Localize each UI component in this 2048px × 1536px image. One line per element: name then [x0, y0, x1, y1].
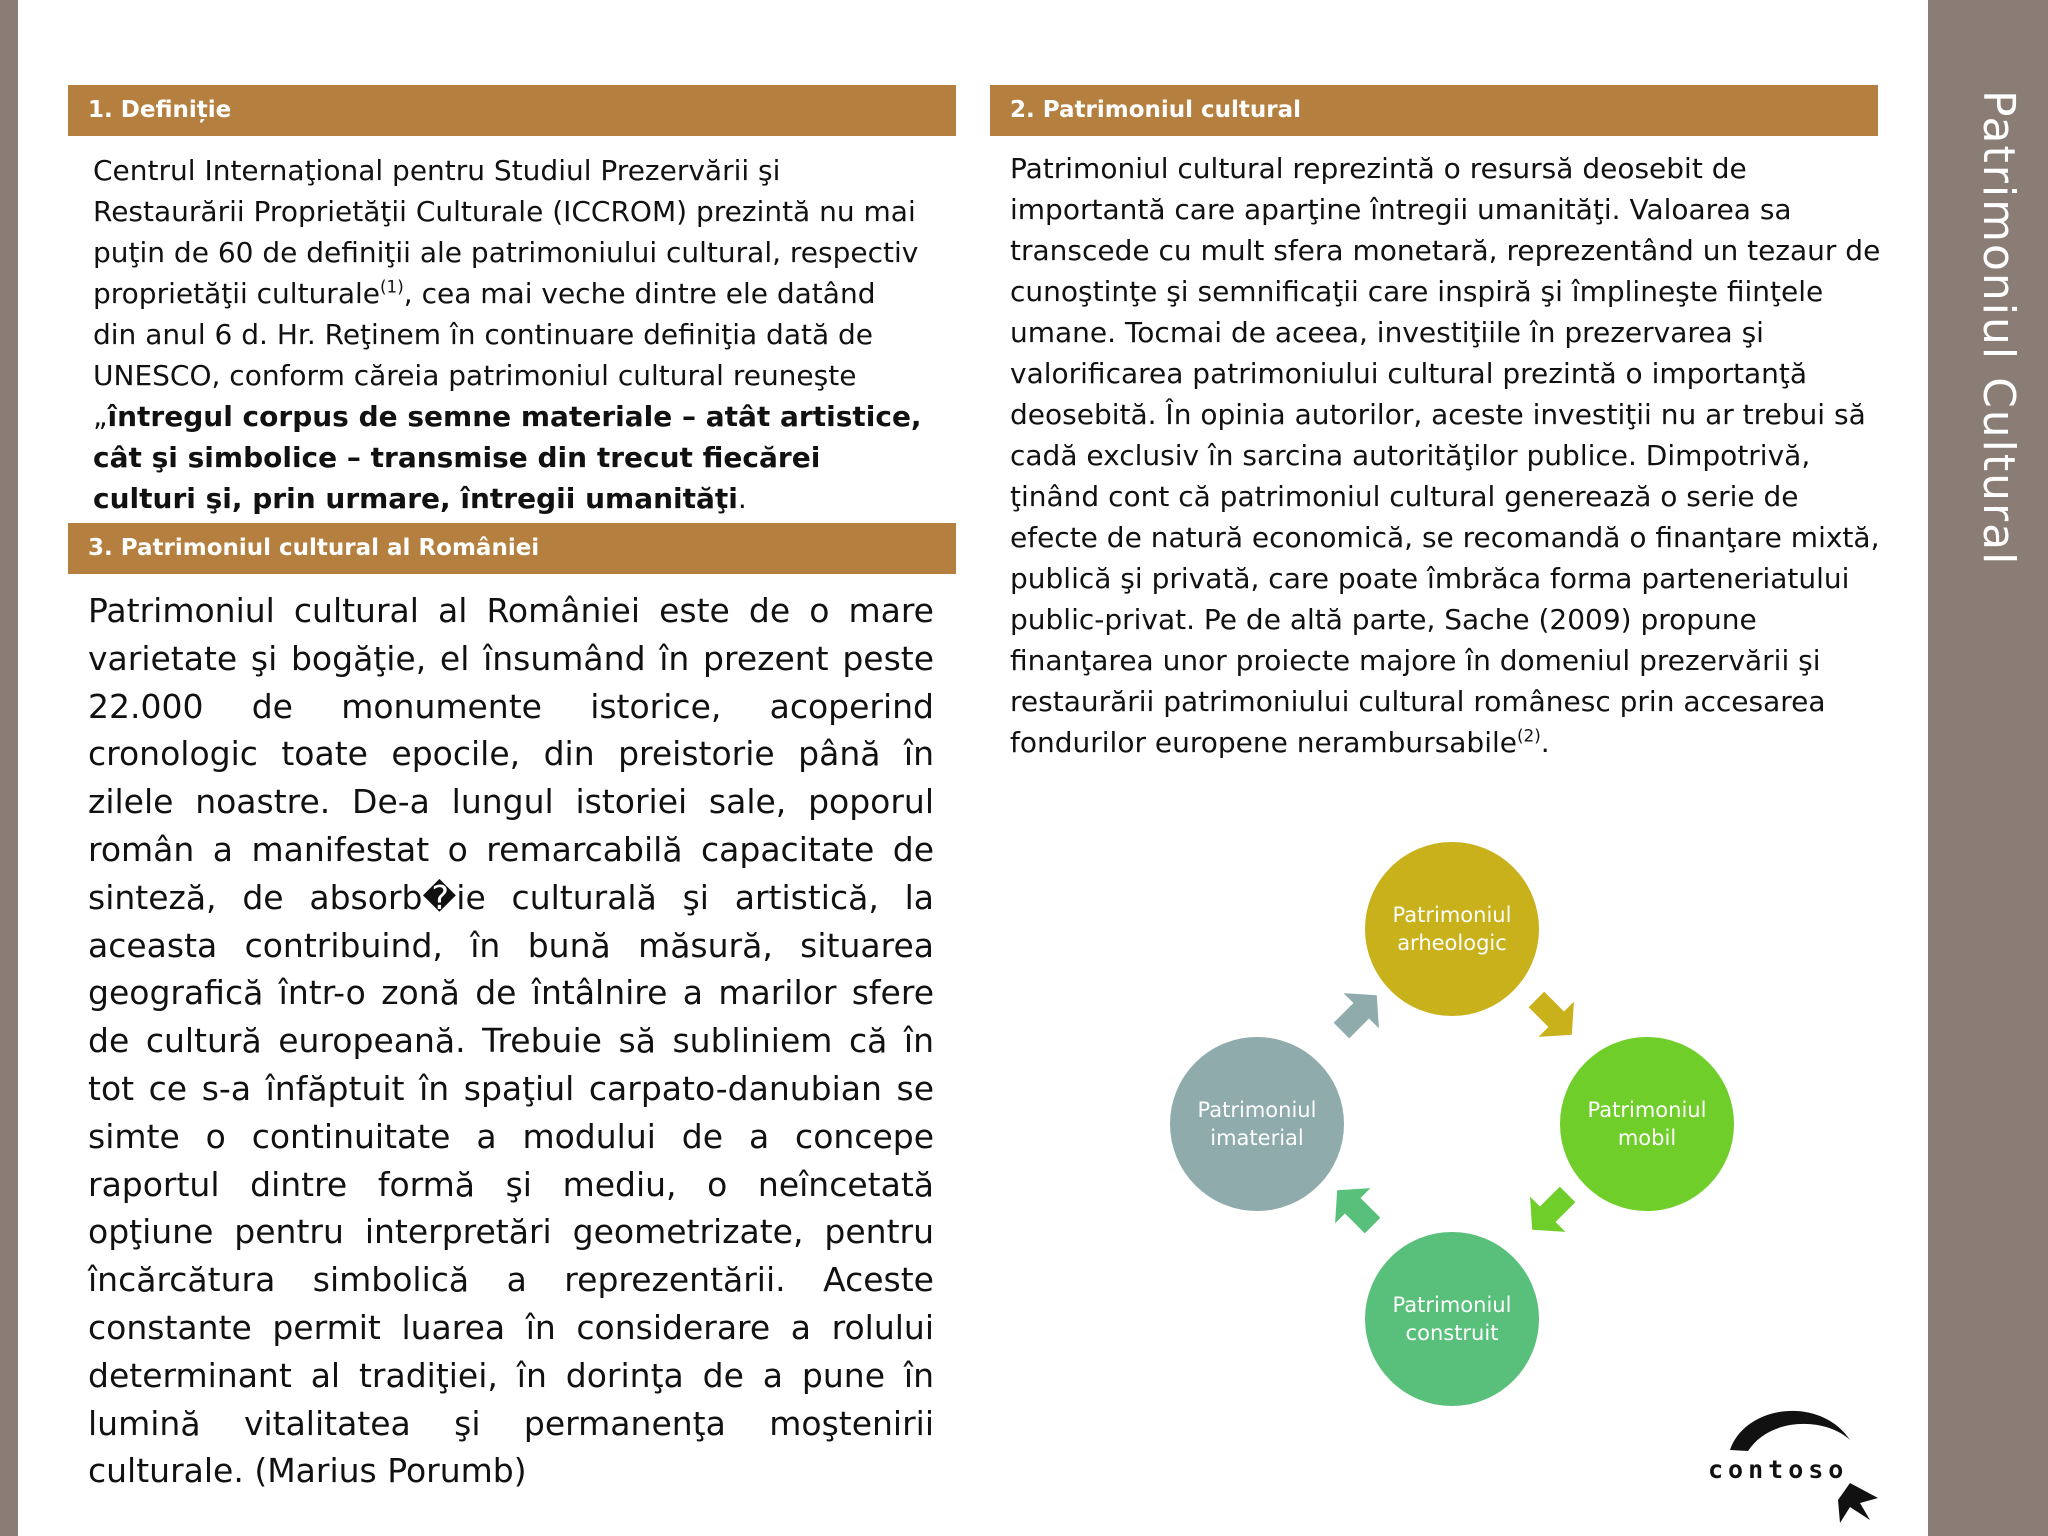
unesco-definition-quote: întregul corpus de semne materiale – atât artistice, cât şi simbolice – transmise din trecut fiecărei culturi şi, prin urmare, întregii umanităţi	[93, 400, 922, 515]
side-title-bar	[1928, 0, 2048, 1536]
arrow-movable-to-built	[1515, 1177, 1586, 1248]
footnote-ref-2: (2)	[1517, 725, 1541, 746]
arrow-archaeological-to-movable	[1519, 982, 1590, 1053]
definition-text: Centrul Internaţional pentru Studiul Prezervării şi Restaurării Proprietăţii Culturale (ICCROM) prezintă nu mai puţin de 60 de definiţii ale patrimoniului cultural, respectiv proprietăţii culturale	[93, 154, 919, 310]
node-label: Patrimoniul construit	[1392, 1293, 1512, 1345]
footnote-ref-1: (1)	[380, 276, 404, 297]
arrow-built-to-intangible	[1320, 1173, 1391, 1244]
arrow-intangible-to-archaeological	[1324, 978, 1395, 1049]
romania-heritage-paragraph: Patrimoniul cultural al României este de o mare varietate şi bogăţie, el însumând în prezent peste 22.000 de monumente istorice, acoperind cronologic toate epocile, din preistorie până în zilele noastre. De-a lungul istoriei sale, poporul român a manifestat o remarcabilă capacitate de sinteză, de absorb�ie culturală şi artistică, la aceasta contribuind, în bună măsură, situarea geografică într-o zonă de întâlnire a marilor sfere de cultură europeană. Trebuie să subliniem că în tot ce s-a înfăptuit în spaţiul carpato-danubian se simte o continuitate a modului de a concepe raportul dintre formă şi mediu, o neîncetată opţiune pentru interpretări geometrizate, pentru încărcătura simbolică a reprezentării. Aceste constante permit luarea în considerare a rolului determinant al tradiţiei, în dorinţa de a pune în lumină vitalitatea şi permanenţa moştenirii culturale. (Marius Porumb)	[88, 591, 934, 1491]
node-label: Patrimoniul arheologic	[1392, 903, 1512, 955]
heritage-cycle-diagram	[1150, 830, 1750, 1410]
cycle-arrows	[1150, 830, 1750, 1410]
section-1-header: 1. Definiție	[68, 85, 956, 136]
cultural-heritage-text: Patrimoniul cultural reprezintă o resursă deosebit de importantă care aparţine întregii umanităţi. Valoarea sa transcede cu mult sfera monetară, reprezentând un tezaur de cunoştinţe şi semnificaţii care inspiră şi împlineşte fiinţele umane. Tocmai de aceea, investiţiile în prezervarea şi valorificarea patrimoniului cultural prezintă o importanţă deosebită. În opinia autorilor, aceste investiţii nu ar trebui să cadă exclusiv în sarcina autorităţilor publice. Dimpotrivă, ţinând cont că patrimoniul cultural generează o serie de efecte de natură economică, se recomandă o finanţare mixtă, publică şi privată, care poate îmbrăca forma parteneriatului public-privat. Pe de altă parte, Sache (2009) propune finanţarea unor proiecte majore în domeniul prezervării şi restaurării patrimoniului cultural românesc prin accesarea fondurilor europene nerambursabile	[1010, 152, 1881, 759]
definition-text-end: .	[737, 482, 747, 515]
definition-paragraph	[93, 150, 923, 519]
definition-text-cont: , cea mai veche dintre ele datând din anul 6 d. Hr. Reţinem în continuare definiţia dată de UNESCO, conform căreia patrimoniul cultural reuneşte „	[93, 277, 876, 433]
node-label: Patrimoniul imaterial	[1197, 1098, 1317, 1150]
logo-wordmark: contoso	[1708, 1455, 1849, 1484]
section-2-header: 2. Patrimoniul cultural	[990, 85, 1878, 136]
contoso-logo	[1700, 1395, 1890, 1525]
cultural-heritage-paragraph	[1010, 148, 1890, 763]
section-3-header: 3. Patrimoniul cultural al României	[68, 523, 956, 574]
node-label: Patrimoniul mobil	[1587, 1098, 1707, 1150]
cultural-heritage-text-end: .	[1540, 726, 1550, 759]
slide-title: Patrimoniul Cultural	[1973, 90, 2024, 567]
